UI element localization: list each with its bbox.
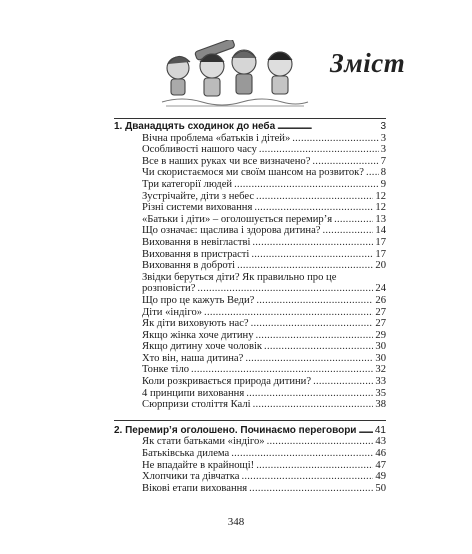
toc-item[interactable]: Виховання в доброті . . . 20 xyxy=(114,260,386,272)
toc-item[interactable]: Три категорії людей . . . 9 xyxy=(114,179,386,191)
toc-chapter-1[interactable]: 1. Дванадцять сходинок до неба . . . 3 xyxy=(114,121,386,133)
toc-item[interactable]: 4 принципи виховання . . . 35 xyxy=(114,388,386,400)
toc-item[interactable]: Різні системи виховання . . . 12 xyxy=(114,202,386,214)
divider xyxy=(114,420,386,421)
divider xyxy=(114,118,386,119)
toc-item[interactable]: Все в наших руках чи все визначено? . . . 7 xyxy=(114,156,386,168)
toc-item[interactable]: Як стати батьками «індіго» . . . 43 xyxy=(114,436,386,448)
toc-item[interactable]: Чи скористаємося ми своїм шансом на розвиток? . . . 8 xyxy=(114,167,386,179)
toc-item[interactable]: Якщо жінка хоче дитину . . . 29 xyxy=(114,330,386,342)
toc-chapter-2[interactable]: 2. Перемир’я оголошено. Починаємо переговори . . . 41 xyxy=(114,425,386,437)
toc-item[interactable]: Що про це кажуть Веди? . . . 26 xyxy=(114,295,386,307)
toc-item[interactable]: Батьківська дилема . . . 46 xyxy=(114,448,386,460)
children-with-telescope-illustration xyxy=(160,40,310,108)
toc-item[interactable]: Виховання в пристрасті . . . 17 xyxy=(114,249,386,261)
toc-item[interactable]: Якщо дитину хоче чоловік . . . 30 xyxy=(114,341,386,353)
toc-item[interactable]: Виховання в невігластві . . . 17 xyxy=(114,237,386,249)
toc-item[interactable]: Вічна проблема «батьків і дітей» . . . 3 xyxy=(114,133,386,145)
toc-item[interactable]: Не впадайте в крайнощі! . . . 47 xyxy=(114,460,386,472)
toc-item[interactable]: Сюрпризи століття Калі . . . 38 xyxy=(114,399,386,411)
toc-item[interactable]: Хлопчики та дівчатка . . . 49 xyxy=(114,471,386,483)
toc-item[interactable]: Тонке тіло . . . 32 xyxy=(114,364,386,376)
page-number: 348 xyxy=(227,516,245,528)
table-of-contents xyxy=(114,121,386,494)
toc-item[interactable]: «Батьки і діти» – оголошується перемир’я . . . 13 xyxy=(114,214,386,226)
toc-item[interactable]: Коли розкривається природа дитини? . . . 33 xyxy=(114,376,386,388)
toc-item[interactable]: Вікові етапи виховання . . . 50 xyxy=(114,483,386,495)
page-title: Зміст xyxy=(330,48,406,78)
toc-item[interactable]: Зустрічайте, діти з небес . . . 12 xyxy=(114,191,386,203)
toc-item[interactable]: Особливості нашого часу . . . 3 xyxy=(114,144,386,156)
toc-item[interactable]: Що означає: щаслива і здорова дитина? . . . 14 xyxy=(114,225,386,237)
toc-item[interactable]: Діти «індіго» . . . 27 xyxy=(114,307,386,319)
toc-item[interactable]: Як діти виховують нас? . . . 27 xyxy=(114,318,386,330)
toc-item[interactable]: Звідки беруться діти? Як правильно про це розповісти? . . . 24 xyxy=(114,272,386,295)
toc-item[interactable]: Хто він, наша дитина? . . . 30 xyxy=(114,353,386,365)
